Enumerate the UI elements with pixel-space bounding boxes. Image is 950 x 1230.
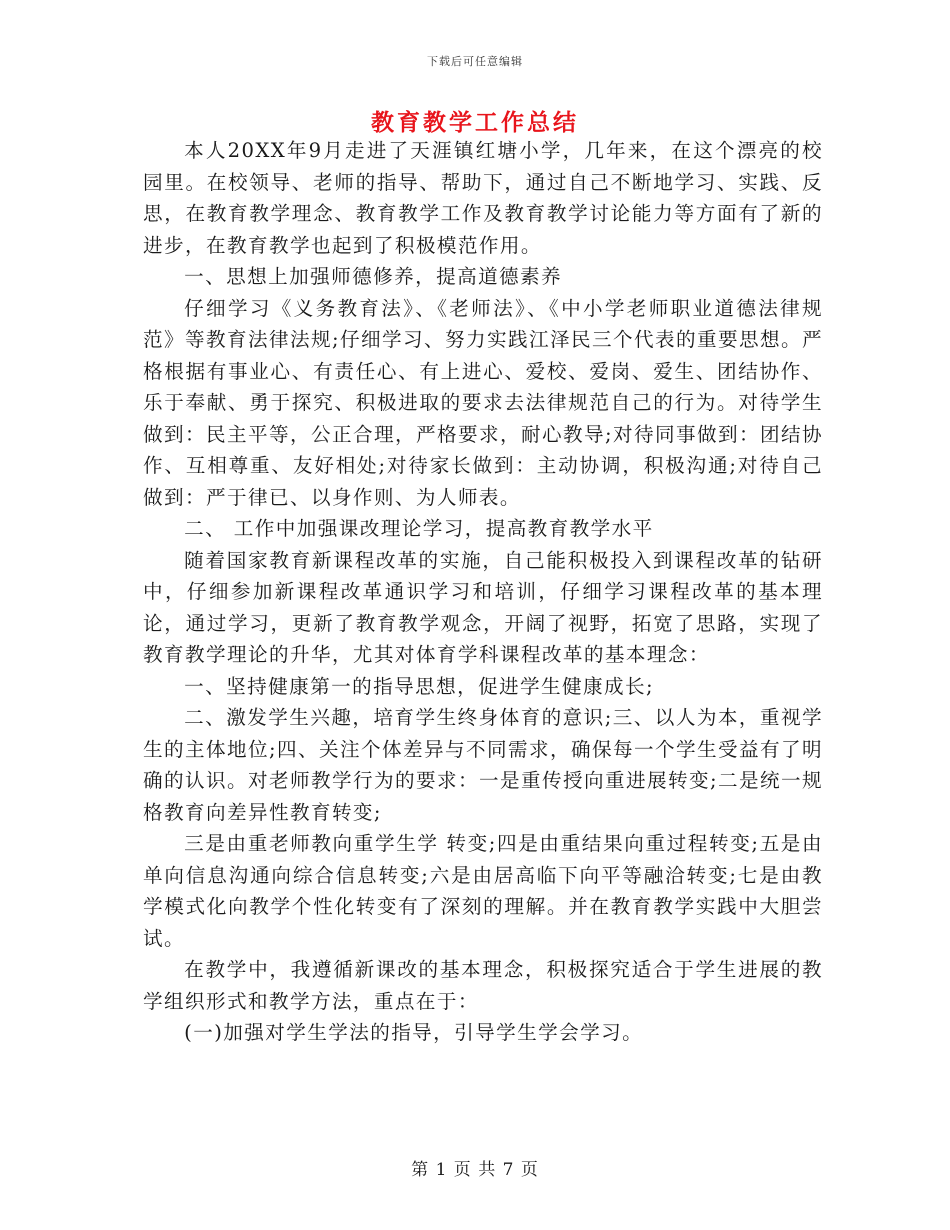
paragraph-curriculum-reform: 随着国家教育新课程改革的实施，自己能积极投入到课程改革的钻研中，仔细参加新课程改革通识学习和培训，仔细学习课程改革的基本理论，通过学习，更新了教育教学观念，开阔了视野，拓宽了思路，实现了教育教学理论的升华，尤其对体育学科课程改革的基本理念： [143, 548, 823, 666]
page-header: 下载后可任意编辑 [427, 55, 523, 68]
paragraph-teaching-practice: 在教学中，我遵循新课改的基本理念，积极探究适合于学生进展的教学组织形式和教学方法，重点在于： [143, 958, 823, 1013]
paragraph-ethics: 仔细学习《义务教育法》、《老师法》、《中小学老师职业道德法律规范》等教育法律法规;仔细学习、努力实践江泽民三个代表的重要思想。严格根据有事业心、有责任心、有上进心、爱校、爱岗、爱生、团结协作、乐于奉献、勇于探究、积极进取的要求去法律规范自己的行为。对待学生做到：民主平等，公正合理，严格要求，耐心教导;对待同事做到：团结协作、互相尊重、友好相处;对待家长做到：主动协调，积极沟通;对待自己做到：严于律已、以身作则、为人师表。 [143, 296, 823, 509]
paragraph-study-guidance: (一)加强对学生学法的指导，引导学生学会学习。 [184, 1021, 644, 1044]
paragraph-principles-2-4: 二、激发学生兴趣，培育学生终身体育的意识;三、以人为本，重视学生的主体地位;四、关注个体差异与不同需求，确保每一个学生受益有了明确的认识。对老师教学行为的要求：一是重传授向重进展转变;二是统一规格教育向差异性教育转变; [143, 706, 823, 824]
paragraph-principle-1: 一、坚持健康第一的指导思想，促进学生健康成长; [184, 674, 655, 698]
paragraph-intro: 本人20XX年9月走进了天涯镇红塘小学，几年来，在这个漂亮的校园里。在校领导、老师的指导、帮助下，通过自己不断地学习、实践、反思，在教育教学理念、教育教学工作及教育教学讨论能力等方面有了新的进步，在教育教学也起到了积极模范作用。 [143, 139, 823, 257]
page-number-footer: 第 1 页 共 7 页 [411, 1160, 539, 1180]
section-heading-2: 二、 工作中加强课改理论学习，提高教育教学水平 [184, 517, 654, 540]
paragraph-transformations: 三是由重老师教向重学生学 转变;四是由重结果向重过程转变;五是由单向信息沟通向综合信息转变;六是由居高临下向平等融洽转变;七是由教学模式化向教学个性化转变有了深刻的理解。并在教育教学实践中大胆尝试。 [143, 832, 823, 950]
section-heading-1: 一、思想上加强师德修养，提高道德素养 [184, 265, 563, 288]
document-body [143, 135, 823, 1049]
document-title: 教育教学工作总结 [371, 109, 579, 136]
